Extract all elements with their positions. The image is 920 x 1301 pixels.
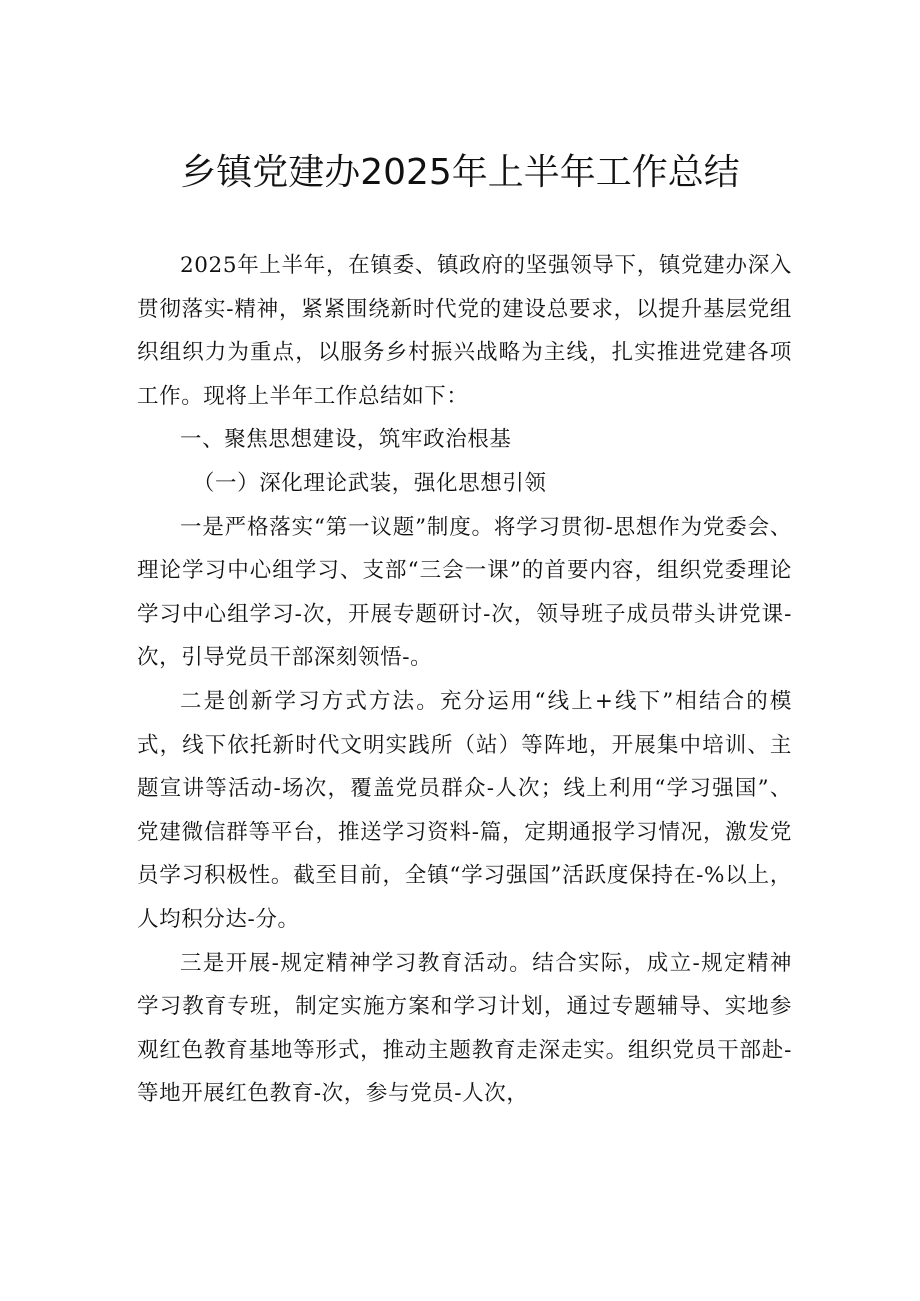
item-paragraph-1: 一是严格落实“第一议题”制度。将学习贯彻-思想作为党委会、理论学习中心组学习、支部“三会一课”的首要内容，组织党委理论学习中心组学习-次，开展专题研讨-次，领导班子成员带头讲党课-次，引导党员干部深刻领悟-。 (137, 514, 792, 671)
item-paragraph-2: 二是创新学习方式方法。充分运用“线上+线下”相结合的模式，线下依托新时代文明实践所（站）等阵地，开展集中培训、主题宣讲等活动-场次，覆盖党员群众-人次；线上利用“学习强国”、党建微信群等平台，推送学习资料-篇，定期通报学习情况，激发党员学习积极性。截至目前，全镇“学习强国”活跃度保持在-%以上，人均积分达-分。 (137, 688, 792, 932)
intro-paragraph: 2025年上半年，在镇委、镇政府的坚强领导下，镇党建办深入贯彻落实-精神，紧紧围绕新时代党的建设总要求，以提升基层党组织组织力为重点，以服务乡村振兴战略为主线，扎实推进党建各项工作。现将上半年工作总结如下： (137, 253, 792, 409)
document-title: 乡镇党建办2025年上半年工作总结 (180, 152, 740, 193)
document-body (137, 244, 792, 1116)
item-paragraph-3: 三是开展-规定精神学习教育活动。结合实际，成立-规定精神学习教育专班，制定实施方案和学习计划，通过专题辅导、实地参观红色教育基地等形式，推动主题教育走深走实。组织党员干部赴-等地开展红色教育-次，参与党员-人次， (137, 950, 792, 1107)
subsection-heading: （一）深化理论武装，强化思想引领 (192, 470, 547, 496)
section-heading: 一、聚焦思想建设，筑牢政治根基 (180, 427, 512, 453)
